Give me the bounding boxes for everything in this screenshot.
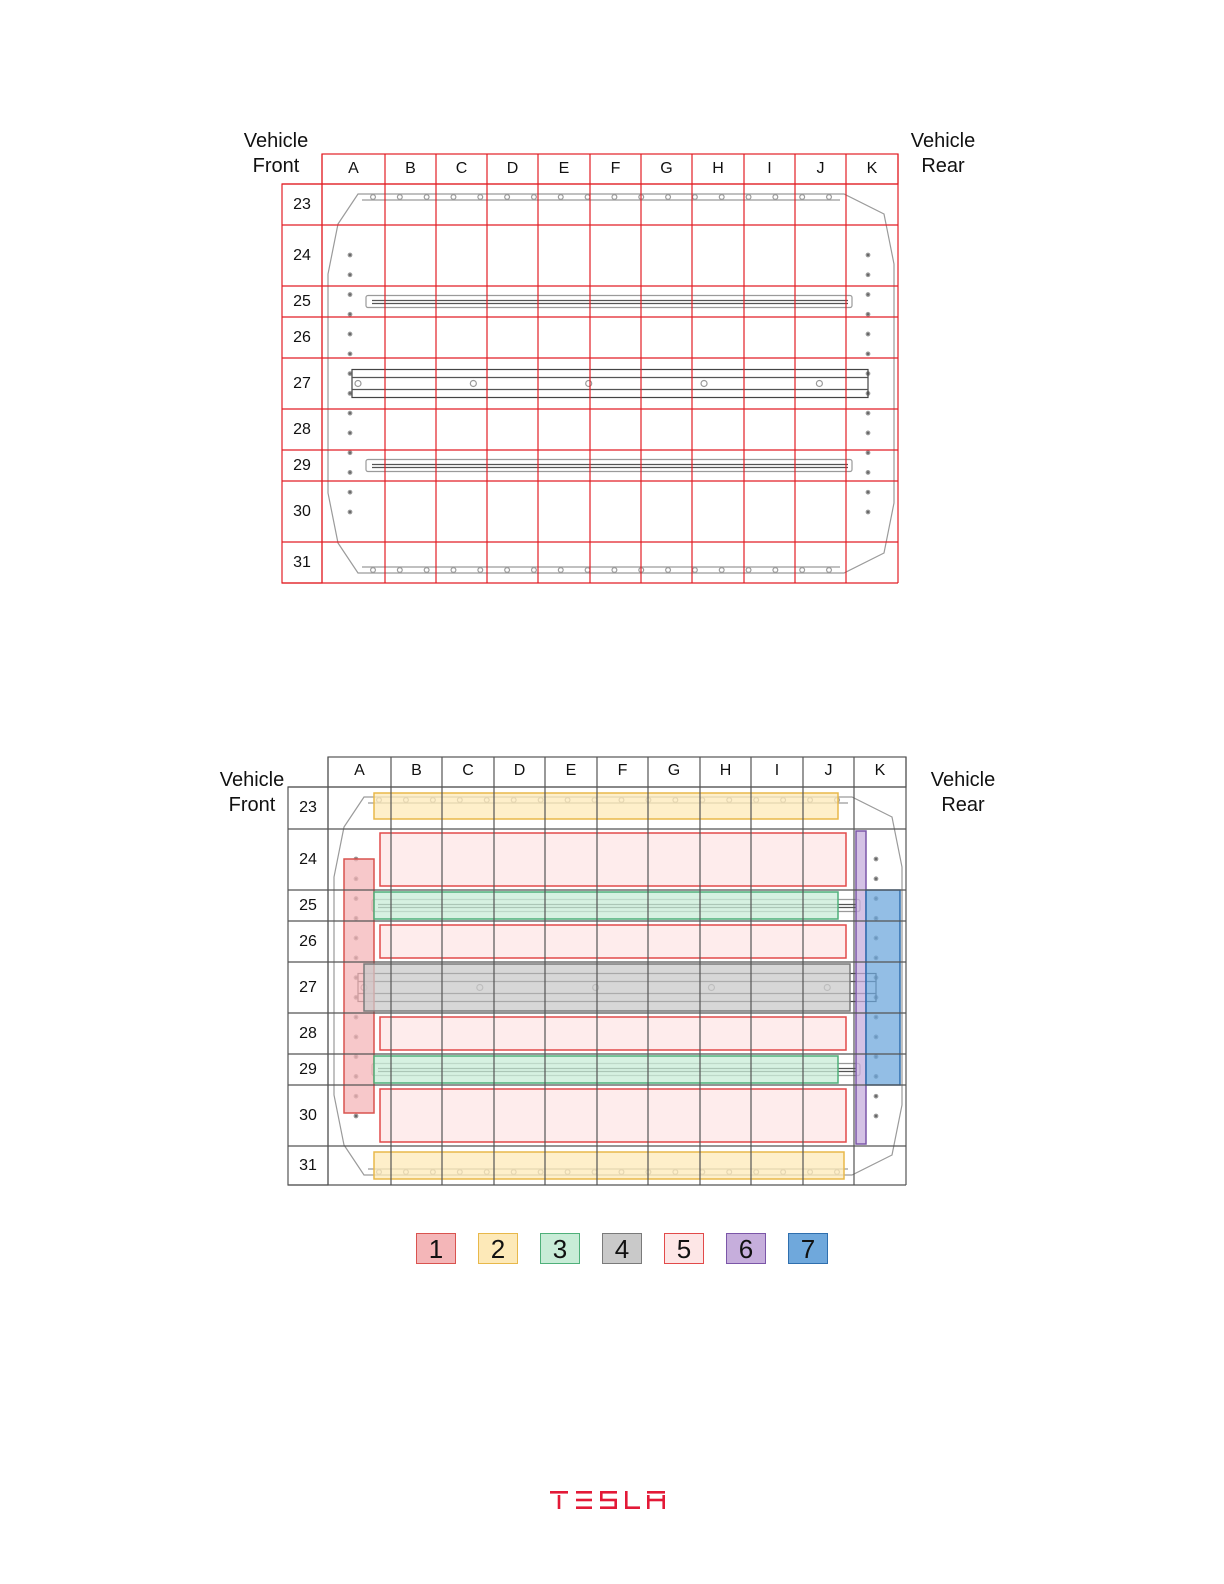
row-label-30: 30 — [299, 1106, 317, 1124]
spine-bolt — [816, 381, 822, 387]
grid-lines — [282, 154, 898, 583]
column-label-c: C — [455, 160, 468, 177]
column-label-i: I — [774, 762, 780, 779]
column-label-k: K — [874, 762, 886, 779]
column-label-g: G — [660, 160, 673, 177]
column-label-e: E — [565, 762, 577, 779]
spine-bolt — [355, 381, 361, 387]
row-label-31: 31 — [293, 553, 311, 571]
spine-bolt — [701, 381, 707, 387]
top-rear-label — [888, 129, 998, 179]
rear-rail-bolt — [866, 411, 870, 415]
zone-3-upper-cross-member — [374, 892, 838, 919]
column-label-b: B — [411, 762, 422, 779]
column-label-h: H — [719, 762, 732, 779]
bottom-rear-label-line2: Rear — [941, 794, 985, 816]
front-rail-bolt — [348, 451, 352, 455]
legend-item-1: 1 — [416, 1233, 456, 1264]
mount-boss — [746, 195, 751, 200]
bottom-front-label-line1: Vehicle — [219, 769, 285, 791]
front-rail-bolt — [348, 372, 352, 376]
front-rail-bolt — [348, 293, 352, 297]
mount-boss — [746, 568, 751, 573]
mount-boss — [371, 568, 376, 573]
front-rail-bolt — [348, 253, 352, 257]
mount-boss — [558, 195, 563, 200]
rear-rail-bolt — [874, 857, 878, 861]
zone-5-module-bay-3 — [380, 1017, 846, 1050]
mount-boss — [800, 568, 805, 573]
mount-boss — [800, 195, 805, 200]
front-rail-bolt — [348, 471, 352, 475]
column-label-f: F — [610, 160, 621, 177]
rear-rail-bolt — [866, 490, 870, 494]
mount-boss — [612, 195, 617, 200]
row-label-23: 23 — [299, 799, 317, 816]
mount-boss — [424, 568, 429, 573]
column-label-b: B — [405, 160, 416, 177]
column-label-j: J — [816, 160, 825, 177]
mount-boss — [666, 568, 671, 573]
mount-boss — [612, 568, 617, 573]
mount-boss — [666, 195, 671, 200]
rear-rail-bolt — [866, 352, 870, 356]
mount-boss — [827, 568, 832, 573]
row-label-27: 27 — [299, 978, 317, 996]
mount-boss — [424, 195, 429, 200]
rear-rail-bolt — [866, 431, 870, 435]
zone-5-module-bay-4 — [380, 1089, 846, 1142]
mount-boss — [505, 195, 510, 200]
mount-boss — [532, 195, 537, 200]
front-rail-bolt — [348, 490, 352, 494]
mount-boss — [478, 195, 483, 200]
pack-edge-rails — [362, 200, 840, 567]
mount-boss — [478, 568, 483, 573]
row-label-30: 30 — [293, 502, 311, 520]
top-front-label-line2: Front — [252, 155, 300, 177]
center-spine — [352, 370, 868, 398]
mount-boss — [505, 568, 510, 573]
mount-boss — [532, 568, 537, 573]
cross-member-upper — [366, 296, 852, 308]
row-label-23: 23 — [293, 195, 311, 213]
tesla-logo — [548, 1488, 668, 1512]
column-label-a: A — [348, 160, 359, 177]
row-label-29: 29 — [293, 456, 311, 474]
front-rail-bolt — [348, 392, 352, 396]
top-battery-drawing — [282, 154, 898, 585]
column-label-j: J — [824, 762, 833, 779]
rear-rail-bolt — [866, 451, 870, 455]
column-label-g: G — [667, 762, 681, 779]
rear-rail-bolt — [866, 510, 870, 514]
row-label-28: 28 — [299, 1024, 317, 1042]
mount-boss — [585, 195, 590, 200]
bottom-battery-grid — [288, 757, 907, 1184]
column-label-i: I — [767, 160, 772, 177]
row-label-27: 27 — [293, 374, 311, 392]
mount-boss — [451, 568, 456, 573]
mount-boss — [827, 195, 832, 200]
spine-bolt — [586, 381, 592, 387]
row-label-31: 31 — [299, 1156, 317, 1174]
top-front-label-line1: Vehicle — [243, 130, 309, 152]
legend-item-6: 6 — [726, 1233, 766, 1264]
pack-border — [328, 194, 894, 573]
front-rail-bolt — [348, 431, 352, 435]
row-label-26: 26 — [299, 932, 317, 950]
legend-item-5: 5 — [664, 1233, 704, 1264]
mount-boss — [719, 195, 724, 200]
zone-6-rear-strip — [856, 831, 866, 1144]
legend-item-7: 7 — [788, 1233, 828, 1264]
rear-rail-bolt — [866, 313, 870, 317]
zone-5-module-bay-1 — [380, 833, 846, 886]
bottom-rear-label-line1: Vehicle — [930, 769, 996, 791]
rear-rail-bolt — [866, 332, 870, 336]
front-rail-bolt — [348, 352, 352, 356]
front-rail-bolt — [348, 273, 352, 277]
column-label-a: A — [354, 762, 365, 779]
row-label-25: 25 — [299, 896, 317, 914]
front-rail-bolt — [348, 332, 352, 336]
mount-boss — [692, 568, 697, 573]
column-label-k: K — [866, 160, 878, 177]
zone-legend — [416, 1233, 836, 1269]
tesla-wordmark — [548, 1488, 668, 1512]
rear-rail-bolt — [866, 273, 870, 277]
mount-boss — [773, 195, 778, 200]
mount-boss — [371, 195, 376, 200]
mount-boss — [585, 568, 590, 573]
rear-rail-bolt — [874, 1094, 878, 1098]
column-label-h: H — [712, 160, 724, 177]
pack-outline — [328, 194, 894, 573]
rear-rail-bolt — [874, 1114, 878, 1118]
spine-bolt — [470, 381, 476, 387]
zone-2-top-rail — [374, 793, 838, 819]
mount-boss — [397, 195, 402, 200]
column-label-e: E — [558, 160, 570, 177]
mount-boss — [558, 568, 563, 573]
front-rail-bolt — [348, 510, 352, 514]
top-rear-label-line1: Vehicle — [910, 130, 976, 152]
top-battery-grid — [282, 154, 898, 585]
bottom-rear-label — [908, 768, 1018, 818]
front-rail-bolt — [354, 1114, 358, 1118]
rear-rail-bolt — [866, 293, 870, 297]
row-label-25: 25 — [293, 292, 311, 310]
column-label-f: F — [617, 762, 628, 779]
column-label-d: D — [506, 160, 519, 177]
zone-3-lower-cross-member — [374, 1056, 838, 1083]
mount-boss — [773, 568, 778, 573]
row-label-24: 24 — [299, 850, 317, 868]
mount-boss — [692, 195, 697, 200]
rear-rail-bolt — [874, 877, 878, 881]
front-rail-bolt — [348, 411, 352, 415]
top-rear-label-line2: Rear — [921, 155, 965, 177]
zone-2-bottom-rail — [374, 1152, 844, 1179]
legend-item-3: 3 — [540, 1233, 580, 1264]
cross-member-lower — [366, 460, 852, 472]
zone-4-center-spine — [364, 964, 850, 1011]
column-label-d: D — [513, 762, 526, 779]
mount-boss — [719, 568, 724, 573]
zone-5-module-bay-2 — [380, 925, 846, 958]
rear-rail-bolt — [866, 471, 870, 475]
legend-item-4: 4 — [602, 1233, 642, 1264]
legend-item-2: 2 — [478, 1233, 518, 1264]
row-label-26: 26 — [293, 328, 311, 346]
rear-rail-bolt — [866, 253, 870, 257]
zone-7-rear-electronics — [866, 890, 900, 1085]
row-label-28: 28 — [293, 420, 311, 438]
row-label-24: 24 — [293, 246, 311, 264]
bottom-battery-drawing — [288, 757, 907, 1184]
mount-boss — [397, 568, 402, 573]
mount-boss — [451, 195, 456, 200]
front-rail-bolt — [348, 313, 352, 317]
row-label-29: 29 — [299, 1060, 317, 1078]
column-label-c: C — [462, 762, 474, 779]
zone-overlays — [344, 793, 900, 1179]
bottom-front-label-line2: Front — [228, 794, 276, 816]
